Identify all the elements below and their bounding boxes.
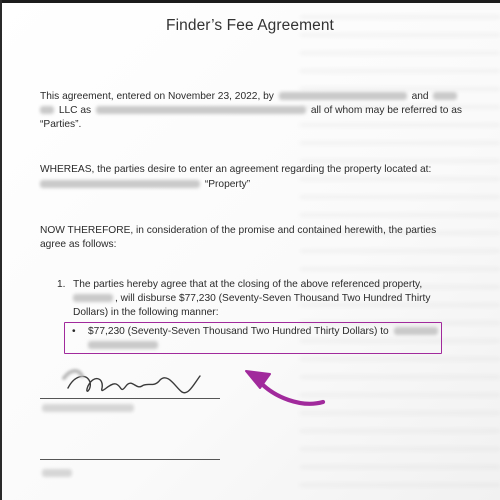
curved-arrow-icon [240, 364, 340, 414]
para2-property: “Property” [204, 179, 251, 190]
item1-line2 [73, 292, 430, 307]
para2-line1: WHEREAS, the parties desire to enter an agreement regarding the property located at: [40, 164, 432, 175]
redacted-trustee [96, 106, 306, 114]
item1-line2-text: , will disburse $77,230 (Seventy-Seven Thousand Two Hundred Thirty [115, 293, 431, 304]
para3-line2: agree as follows: [40, 239, 117, 250]
para1-and: and [411, 91, 429, 102]
redacted-signer-2 [42, 469, 72, 477]
document-title: Finder’s Fee Agreement [166, 17, 334, 34]
redacted-address [40, 180, 200, 188]
para3-line1: NOW THEREFORE, in consideration of the promise and contained herewith, the parties [40, 225, 437, 236]
para2-line2 [40, 178, 250, 193]
bleed-through-texture [300, 0, 500, 500]
item1-number: 1. [57, 279, 66, 290]
top-edge [0, 0, 500, 3]
bullet-line2 [88, 339, 160, 354]
redacted-signer-1 [42, 404, 134, 412]
signature-line-1 [40, 398, 220, 399]
redacted-recipient-2 [88, 341, 158, 349]
bullet-line1-text: $77,230 (Seventy-Seven Thousand Two Hundred Thirty Dollars) to [88, 326, 389, 337]
item1-line3: Dollars) in the following manner: [73, 307, 219, 318]
para1-line3: “Parties”. [40, 119, 82, 130]
left-edge [0, 0, 2, 500]
redacted-recipient-1 [394, 327, 438, 335]
redacted-llc [40, 106, 54, 114]
item1-line1: The parties hereby agree that at the closing of the above referenced property, [73, 279, 423, 290]
redacted-party-1 [279, 92, 407, 100]
para1-line2-end: all of whom may be referred to as [310, 105, 462, 116]
para1-line1-text: This agreement, entered on November 23, 2022, by [40, 91, 274, 102]
signature-line-2 [40, 459, 220, 460]
para1-as: LLC as [58, 105, 92, 116]
bullet-symbol: • [72, 326, 76, 337]
redacted-entity [73, 294, 113, 302]
bullet-line1 [88, 325, 440, 340]
para1-line1 [40, 90, 459, 105]
redacted-party-2 [433, 92, 457, 100]
para1-line2 [40, 104, 462, 119]
